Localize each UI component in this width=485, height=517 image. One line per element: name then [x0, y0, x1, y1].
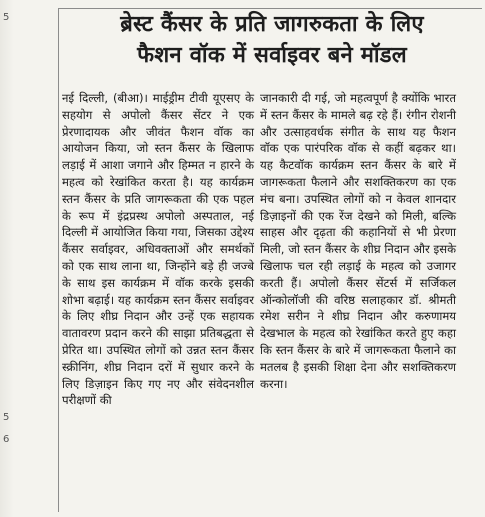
margin-mark: 5	[3, 412, 10, 423]
article-text-right: जानकारी दी गई, जो महत्वपूर्ण है क्योंकि भारत में स्तन कैंसर के मामले बढ़ रहे हैं। रंगीन रोशनी और उत्साहवर्धक संगीत के साथ यह फैशन वॉक एक पारंपरिक वॉक से कहीं बढ़कर था। यह कैटवॉक कार्यक्रम स्तन कैंसर के बारे में जागरूकता फैलाने और सशक्तिकरण का एक मंच बना। उपस्थित लोगों को न केवल शानदार डिज़ाइनों की एक रेंज देखने को मिली, बल्कि साहस और दृढ़ता की कहानियों से भी प्रेरणा मिली, जो स्तन कैंसर के शीघ्र निदान और इसके खिलाफ चल रही लड़ाई के महत्व को उजागर करती हैं। अपोलो कैंसर सेंटर्स में सर्जिकल ऑन्कोलॉजी की वरिष्ठ सलाहकार डॉ. श्रीमती रमेश सरीन ने शीघ्र निदान और करुणामय देखभाल के महत्व को रेखांकित करते हुए कहा कि स्तन कैंसर के बारे में जागरूकता फैलाने का मतलब है इसकी शिक्षा देना और सशक्तिकरण करना।	[260, 91, 456, 391]
top-rule	[58, 8, 482, 9]
headline-line-1: ब्रेस्ट कैंसर के प्रति जागरुकता के लिए	[120, 12, 424, 37]
article-column-right	[260, 90, 456, 392]
margin-mark: 6	[3, 434, 10, 445]
article-text-left: नई दिल्ली, (बीआ)। माईड्रीम टीवी यूएसए के सहयोग से अपोलो कैंसर सेंटर ने एक प्रेरणादायक और जीवंत फैशन वॉक का आयोजन किया, जो स्तन कैंसर के खिलाफ लड़ाई में आशा जगाने और हिम्मत न हारने के महत्व को रेखांकित करता है। यह कार्यक्रम स्तन कैंसर के प्रति जागरूकता की एक पहल के रूप में इंद्रप्रस्थ अपोलो अस्पताल, नई दिल्ली में आयोजित किया गया, जिसका उद्देश्य कैंसर सर्वाइवर, अधिवक्ताओं और समर्थकों को एक साथ लाना था, जिन्होंने बड़े ही जज्बे के साथ इस कार्यक्रम में वॉक करके इसकी शोभा बढ़ाई। यह कार्यक्रम स्तन कैंसर सर्वाइवर के लिए शीघ्र निदान और उन्हें एक सहायक वातावरण प्रदान करने की साझा प्रतिबद्धता से प्रेरित था। उपस्थित लोगों को उन्नत स्तन कैंसर स्क्रीनिंग, शीघ्र निदान दरों में सुधार करने के लिए डिज़ाइन किए गए नए और संवेदनशील परीक्षणों की	[62, 91, 254, 408]
headline	[62, 10, 482, 72]
column-rule	[58, 8, 59, 512]
margin-mark: 5	[3, 12, 10, 23]
headline-line-2: फैशन वॉक में सर्वाइवर बने मॉडल	[137, 43, 407, 68]
article-column-left	[62, 90, 254, 409]
